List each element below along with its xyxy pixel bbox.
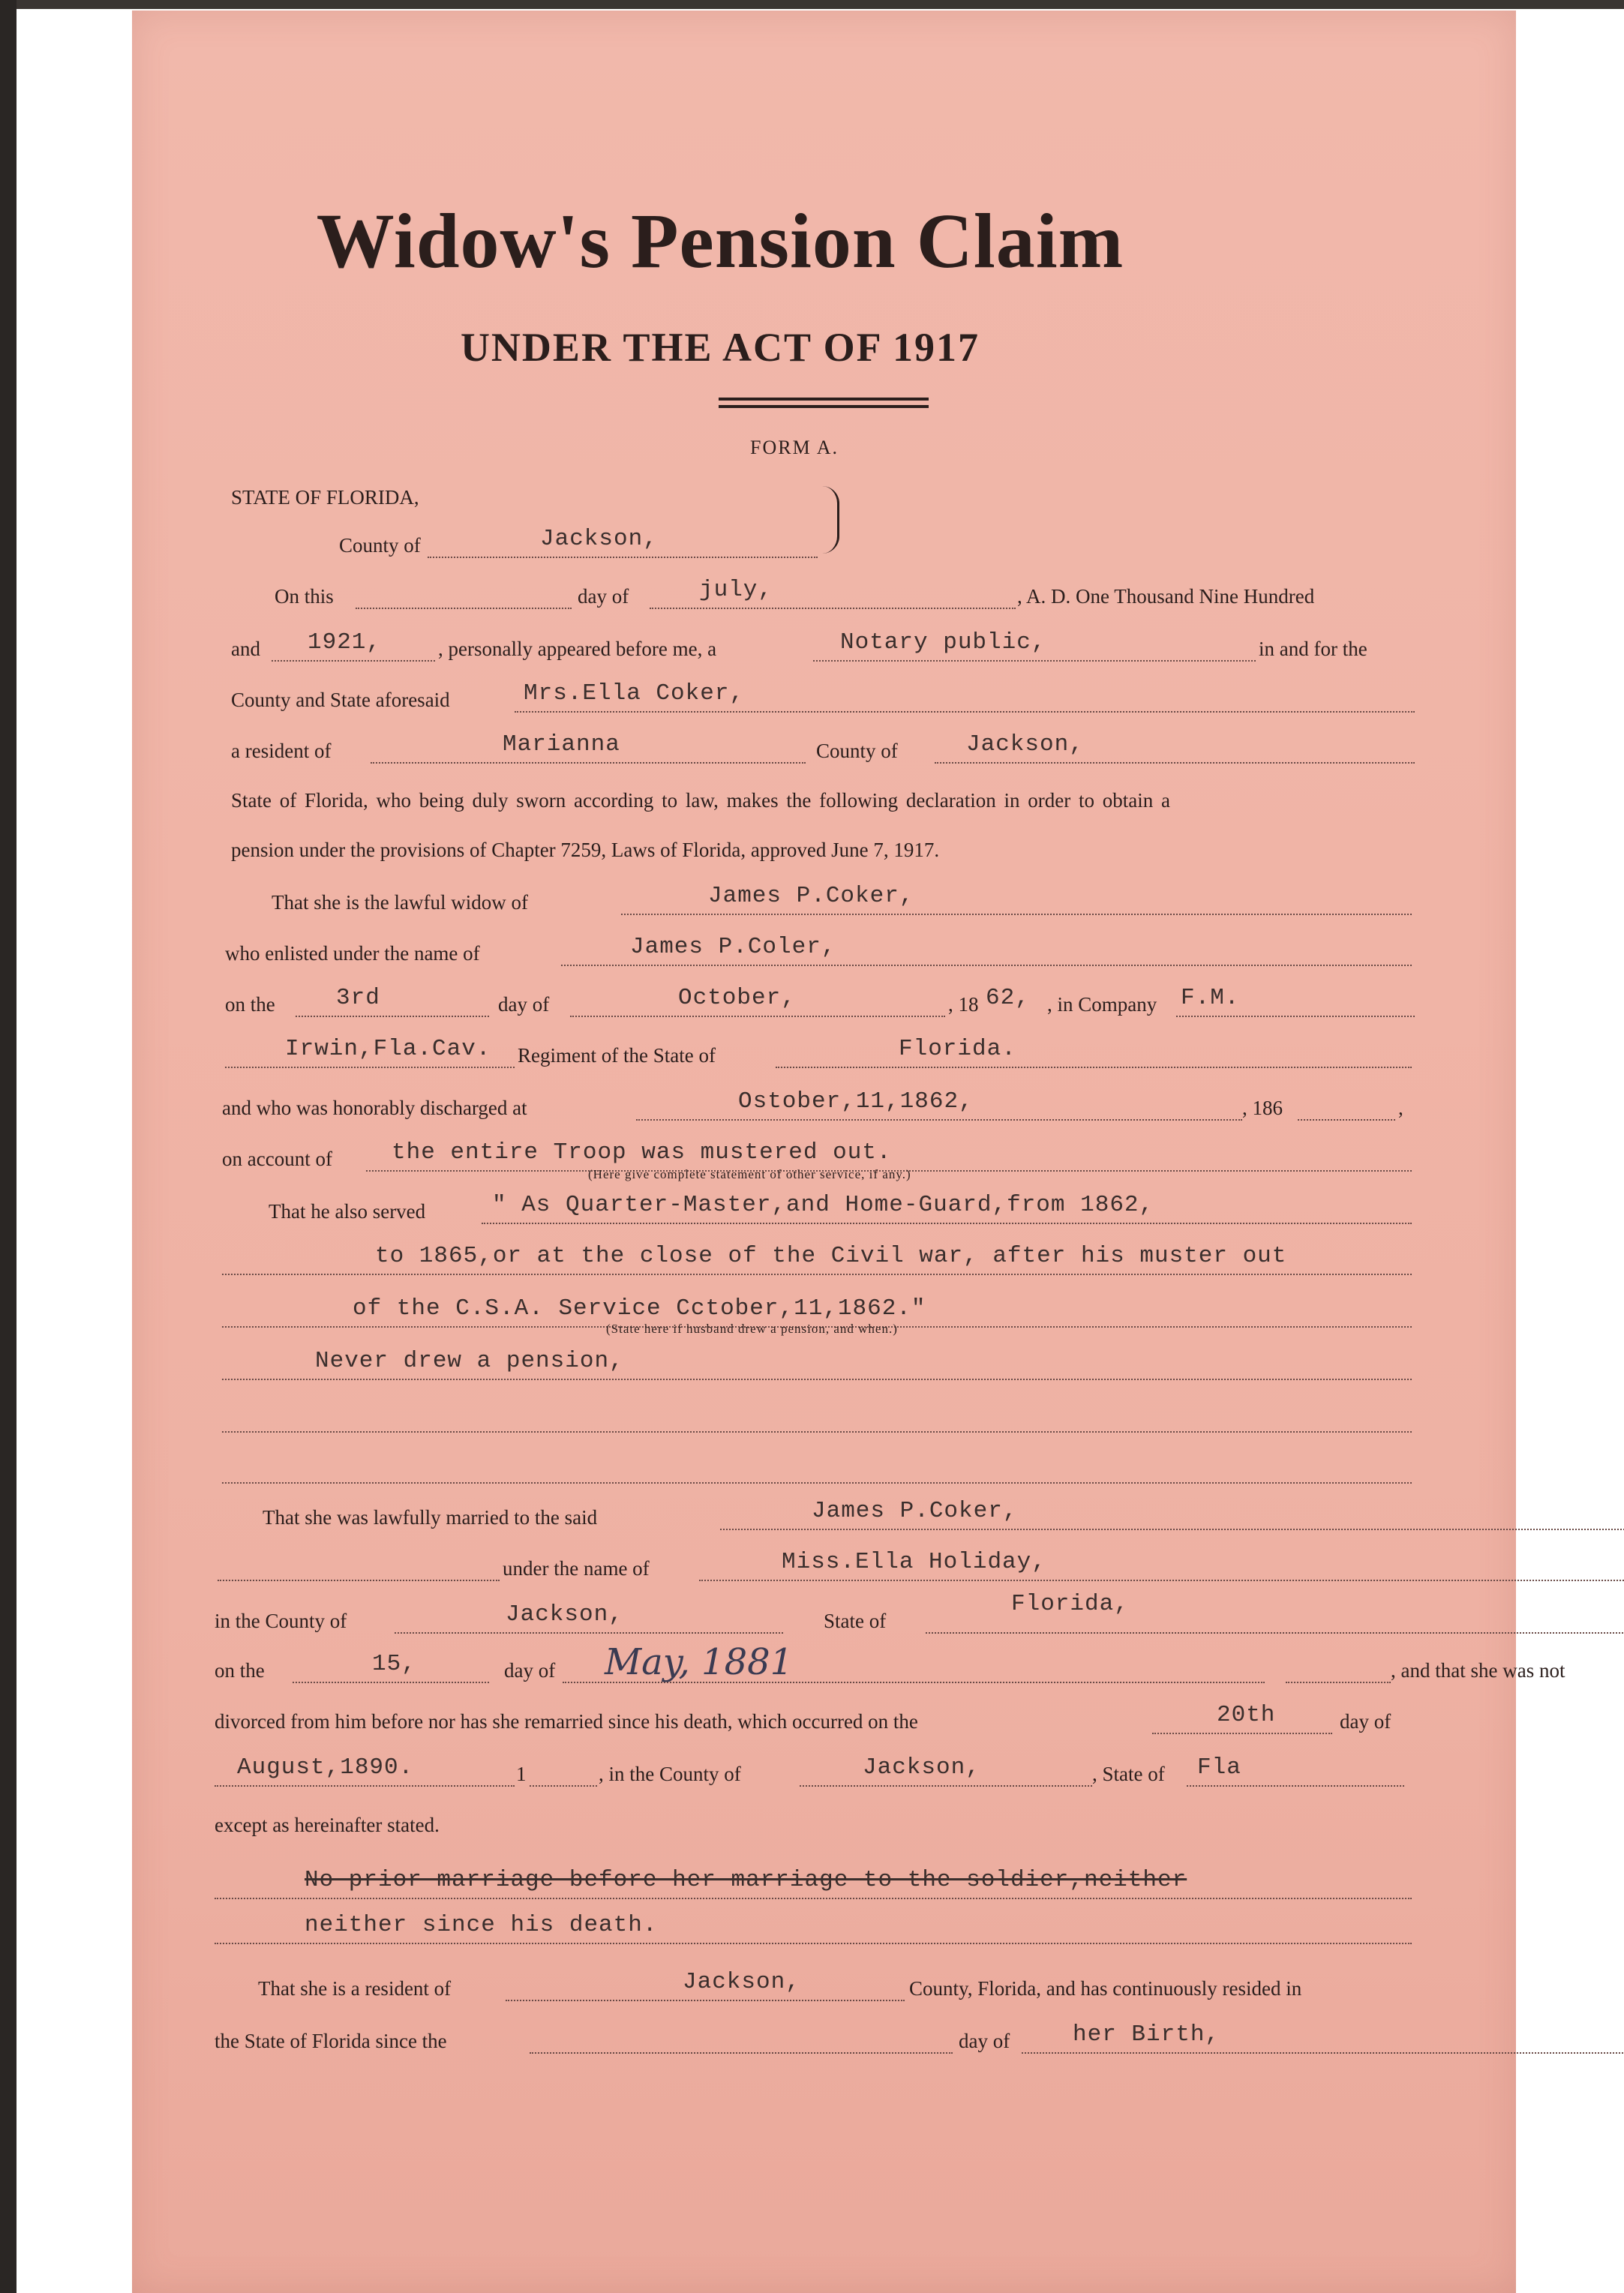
death-county-value: Jackson, (863, 1754, 980, 1781)
marriage-state-value: Florida, (1011, 1591, 1129, 1617)
form-label: FORM A. (750, 437, 839, 458)
note-husband-pension: (State here if husband drew a pension, and when.) (606, 1322, 898, 1336)
label: On this (275, 585, 334, 608)
label: and (231, 638, 260, 660)
service-value-2: to 1865,or at the close of the Civil war, after his muster out (375, 1243, 1287, 1269)
claimant-value: Mrs.Ella Coker, (524, 680, 745, 707)
officer-value: Notary public, (840, 629, 1046, 656)
enlist-month-value: October, (678, 985, 796, 1011)
prior-marriage-value-2: neither since his death. (305, 1912, 658, 1938)
enlist-year-value: 62, (986, 985, 1030, 1011)
marriage-year-field (1286, 1658, 1391, 1683)
discharge-year-field (1298, 1095, 1395, 1121)
label: in the County of (215, 1610, 347, 1632)
label: under the name of (503, 1557, 650, 1580)
service-value-3: of the C.S.A. Service Cctober,11,1862." (353, 1295, 926, 1322)
label: a resident of (231, 740, 332, 762)
label: divorced from him before nor has she remarried since his death, which occurred on the (215, 1710, 918, 1733)
discharge-value: Ostober,11,1862, (738, 1088, 974, 1115)
married-husband-value: James P.Coker, (812, 1498, 1018, 1524)
except-text: except as hereinafter stated. (215, 1814, 440, 1836)
label: , 18 (948, 993, 979, 1016)
day-field (356, 584, 572, 609)
account-value: the entire Troop was mustered out. (392, 1139, 892, 1166)
label: , in the County of (599, 1763, 741, 1785)
label: State of (824, 1610, 887, 1632)
pension-law-text: pension under the provisions of Chapter 7259, Laws of Florida, approved June 7, 1917. (231, 839, 940, 861)
label: , (1398, 1097, 1403, 1119)
label: , State of (1092, 1763, 1165, 1785)
death-date-value: August,1890. (237, 1754, 414, 1781)
scan-border-left (0, 0, 17, 2293)
label: the State of Florida since the (215, 2030, 447, 2052)
maiden-value: Miss.Ella Holiday, (782, 1549, 1046, 1575)
venue-brace (822, 486, 839, 554)
label: and who was honorably discharged at (222, 1097, 527, 1119)
label: That she was lawfully married to the said (263, 1506, 598, 1529)
company-value: F.M. (1181, 985, 1240, 1011)
res-county-value: Jackson, (966, 731, 1084, 758)
maiden-lead-field (218, 1556, 500, 1581)
label: , A. D. One Thousand Nine Hundred (1017, 585, 1315, 608)
label: 1 (516, 1763, 527, 1785)
enlist-day-value: 3rd (336, 985, 380, 1011)
label: , 186 (1242, 1097, 1283, 1119)
label: , in Company (1047, 993, 1157, 1016)
label: County and State aforesaid (231, 689, 450, 711)
label: County, Florida, and has continuously resided in (909, 1977, 1302, 2000)
service-value-1: " As Quarter-Master,and Home-Guard,from 1862, (492, 1192, 1154, 1218)
regiment-state-value: Florida. (899, 1036, 1016, 1062)
month-value: july, (699, 577, 773, 603)
since-day-field (530, 2028, 953, 2054)
marriage-county-value: Jackson, (506, 1601, 623, 1628)
label: , personally appeared before me, a (438, 638, 717, 660)
label: That she is a resident of (258, 1977, 452, 2000)
death-year-field (530, 1761, 597, 1787)
sworn-text: State of Florida, who being duly sworn according to law, makes the following declaration in order to obtain a (231, 789, 1170, 812)
label: on the (225, 993, 275, 1016)
note-other-service: (Here give complete statement of other service, if any.) (588, 1167, 911, 1181)
label: who enlisted under the name of (225, 942, 480, 965)
label: day of (498, 993, 550, 1016)
document-subtitle: UNDER THE ACT OF 1917 (460, 325, 980, 370)
label: day of (578, 585, 629, 608)
label: That he also served (269, 1200, 426, 1223)
label: day of (959, 2030, 1010, 2052)
marriage-date-handwritten: May, 1881 (605, 1641, 794, 1683)
document-title: Widow's Pension Claim (316, 198, 1124, 284)
since-value: her Birth, (1073, 2021, 1220, 2048)
title-rule-bottom (719, 405, 929, 408)
label: County of (816, 740, 898, 762)
death-day-value: 20th (1217, 1702, 1276, 1728)
label: , and that she was not (1391, 1659, 1565, 1682)
venue-county-value: Jackson, (540, 526, 658, 552)
year-value: 1921, (308, 629, 382, 656)
resident-county-value: Jackson, (683, 1969, 800, 1995)
venue-county-label: County of (339, 534, 421, 557)
label: Regiment of the State of (518, 1044, 716, 1067)
husband-value: James P.Coker, (708, 883, 914, 909)
venue-state-label: STATE OF FLORIDA, (231, 486, 419, 509)
label: in and for the (1259, 638, 1367, 660)
prior-marriage-value-1: No prior marriage before her marriage to the soldier,neither (305, 1867, 1187, 1893)
label: on the (215, 1659, 265, 1682)
label: day of (1340, 1710, 1391, 1733)
label: That she is the lawful widow of (272, 891, 528, 914)
enlist-day-field (296, 992, 489, 1017)
marriage-day-value: 15, (372, 1651, 416, 1677)
title-rule-top (719, 398, 929, 401)
blank-field-1 (222, 1407, 1412, 1433)
death-state-value: Fla (1197, 1754, 1241, 1781)
scan-border-top (0, 0, 1624, 9)
regiment-state-field (776, 1043, 1412, 1068)
regiment-value: Irwin,Fla.Cav. (285, 1036, 491, 1062)
label: on account of (222, 1148, 332, 1170)
label: day of (504, 1659, 556, 1682)
enlisted-value: James P.Coler, (630, 934, 836, 960)
city-value: Marianna (503, 731, 620, 758)
blank-field-2 (222, 1458, 1412, 1484)
pension-value: Never drew a pension, (315, 1348, 624, 1374)
